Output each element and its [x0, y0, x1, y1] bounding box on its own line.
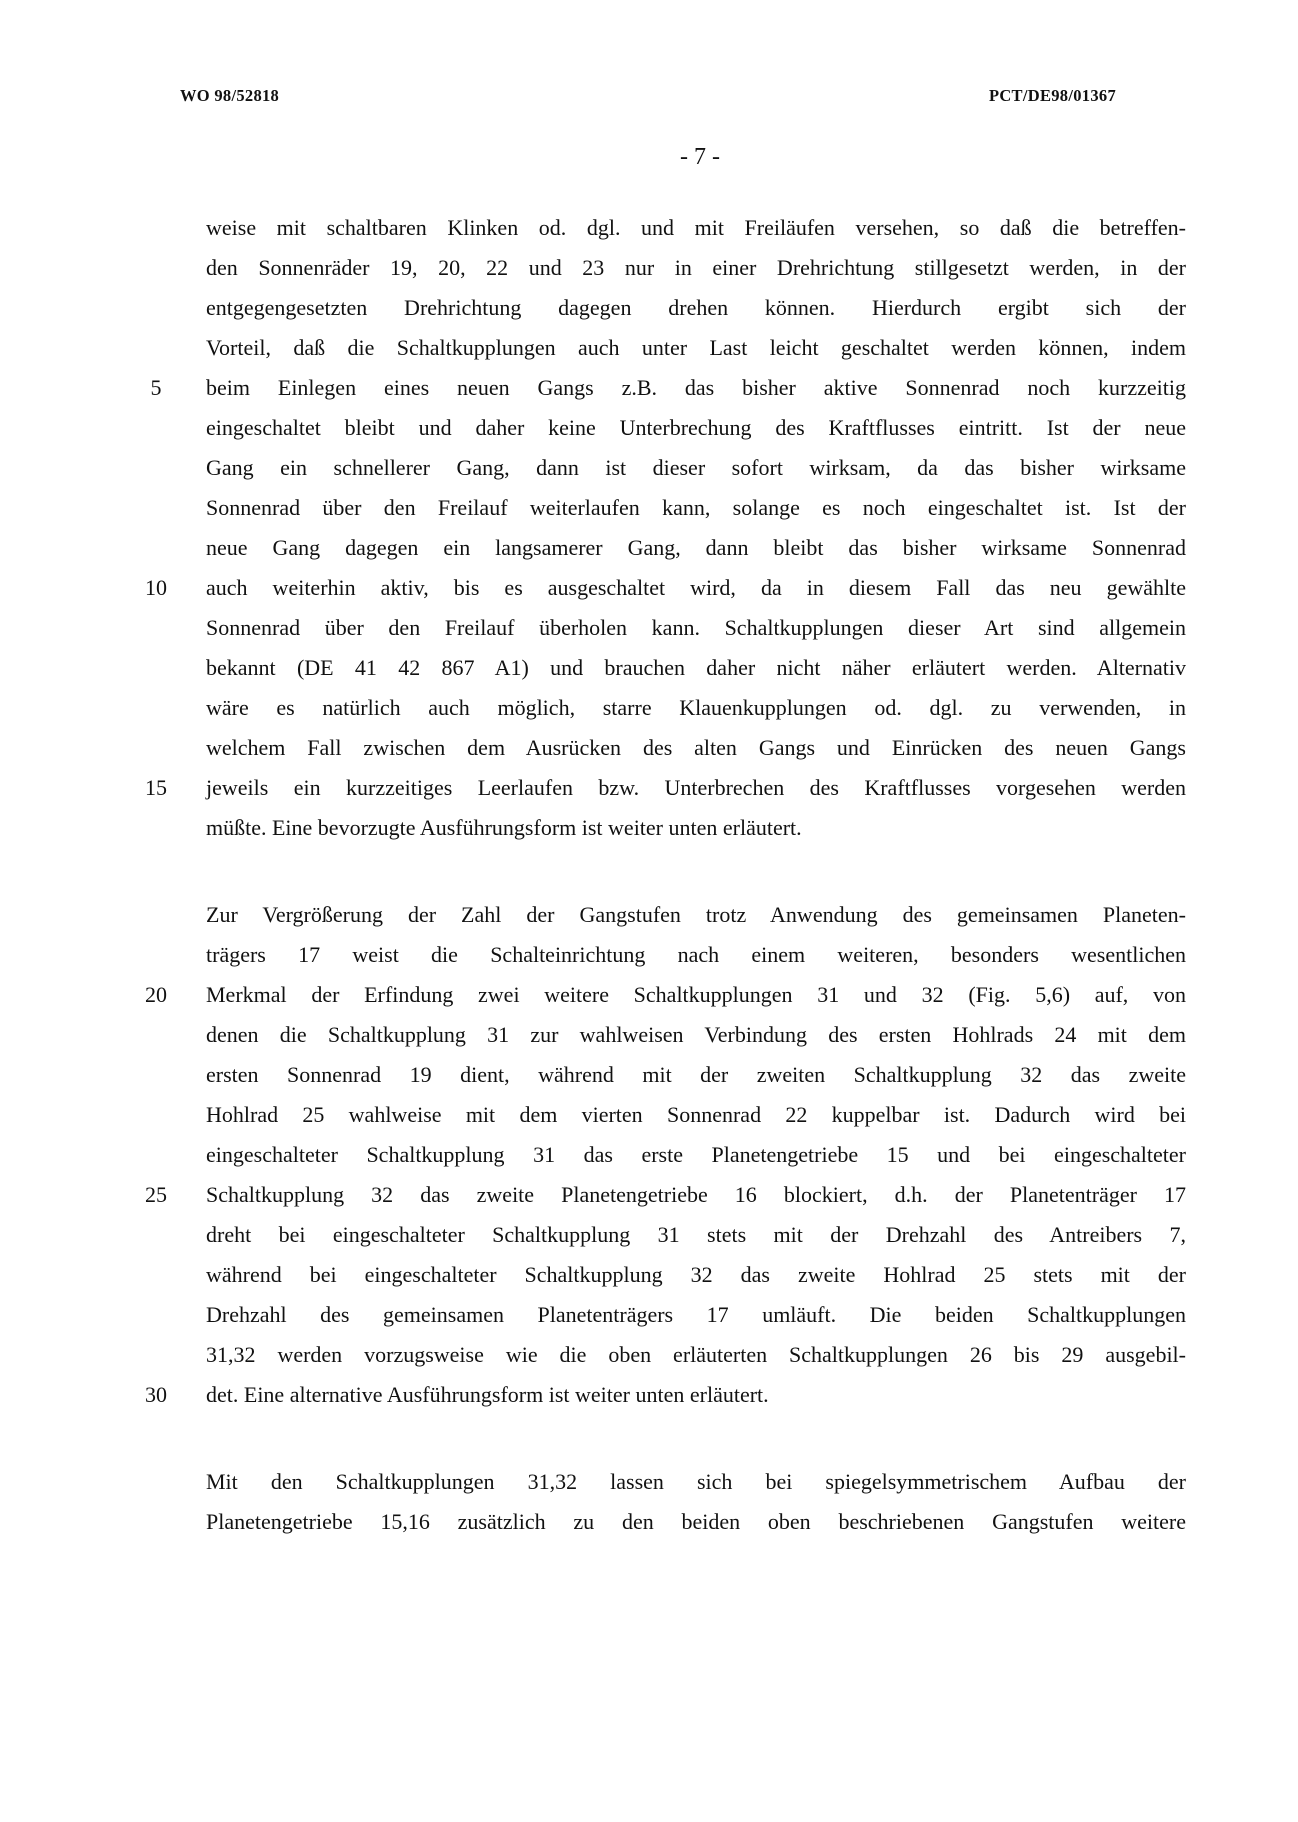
text-line: dreht bei eingeschalteter Schaltkupplung 31 stets mit der Drehzahl des Antreibers 7,	[206, 1222, 1186, 1247]
text-line: trägers 17 weist die Schalteinrichtung nach einem weiteren, besonders wesentlichen	[206, 942, 1186, 967]
text-line: 31,32 werden vorzugsweise wie die oben erläuterten Schaltkupplungen 26 bis 29 ausgebil-	[206, 1342, 1186, 1367]
text-line: beim Einlegen eines neuen Gangs z.B. das bisher aktive Sonnenrad noch kurzzeitig	[206, 375, 1186, 400]
text-line: den Sonnenräder 19, 20, 22 und 23 nur in einer Drehrichtung stillgesetzt werden, in der	[206, 255, 1186, 280]
text-line: Drehzahl des gemeinsamen Planetenträgers 17 umläuft. Die beiden Schaltkupplungen	[206, 1302, 1186, 1327]
text-line: jeweils ein kurzzeitiges Leerlaufen bzw. Unterbrechen des Kraftflusses vorgesehen werden	[206, 775, 1186, 800]
line-number: 5	[150, 375, 162, 400]
text-line: ersten Sonnenrad 19 dient, während mit der zweiten Schaltkupplung 32 das zweite	[206, 1062, 1186, 1087]
text-line: welchem Fall zwischen dem Ausrücken des alten Gangs und Einrücken des neuen Gangs	[206, 735, 1186, 760]
application-number: PCT/DE98/01367	[988, 86, 1116, 105]
text-line: Merkmal der Erfindung zwei weitere Schaltkupplungen 31 und 32 (Fig. 5,6) auf, von	[206, 982, 1186, 1007]
text-line: Hohlrad 25 wahlweise mit dem vierten Sonnenrad 22 kuppelbar ist. Dadurch wird bei	[206, 1102, 1186, 1127]
text-line: wäre es natürlich auch möglich, starre Klauenkupplungen od. dgl. zu verwenden, in	[206, 695, 1186, 720]
line-number: 20	[145, 982, 167, 1007]
text-line: entgegengesetzten Drehrichtung dagegen drehen können. Hierdurch ergibt sich der	[206, 295, 1186, 320]
text-line: Gang ein schnellerer Gang, dann ist dieser sofort wirksam, da das bisher wirksame	[206, 455, 1186, 480]
text-line: Zur Vergrößerung der Zahl der Gangstufen trotz Anwendung des gemeinsamen Planeten-	[206, 902, 1186, 927]
text-line: während bei eingeschalteter Schaltkupplung 32 das zweite Hohlrad 25 stets mit der	[206, 1262, 1186, 1287]
text-line: Planetengetriebe 15,16 zusätzlich zu den beiden oben beschriebenen Gangstufen weitere	[206, 1509, 1186, 1534]
text-line: Vorteil, daß die Schaltkupplungen auch unter Last leicht geschaltet werden können, indem	[206, 335, 1186, 360]
text-line: bekannt (DE 41 42 867 A1) und brauchen daher nicht näher erläutert werden. Alternativ	[206, 655, 1186, 680]
text-line: denen die Schaltkupplung 31 zur wahlweisen Verbindung des ersten Hohlrads 24 mit dem	[206, 1022, 1186, 1047]
text-line: auch weiterhin aktiv, bis es ausgeschaltet wird, da in diesem Fall das neu gewählte	[206, 575, 1186, 600]
text-line: det. Eine alternative Ausführungsform ist weiter unten erläutert.	[206, 1382, 769, 1407]
line-number: 10	[145, 575, 167, 600]
page-number: - 7 -	[680, 144, 720, 170]
text-line: weise mit schaltbaren Klinken od. dgl. und mit Freiläufen versehen, so daß die betreffen-	[206, 215, 1186, 240]
text-line: eingeschaltet bleibt und daher keine Unterbrechung des Kraftflusses eintritt. Ist der neue	[206, 415, 1186, 440]
text-line: Sonnenrad über den Freilauf weiterlaufen kann, solange es noch eingeschaltet ist. Ist der	[206, 495, 1186, 520]
text-line: Sonnenrad über den Freilauf überholen kann. Schaltkupplungen dieser Art sind allgemein	[206, 615, 1186, 640]
line-number: 25	[145, 1182, 167, 1207]
publication-number: WO 98/52818	[180, 86, 280, 105]
line-number: 15	[145, 775, 167, 800]
text-line: müßte. Eine bevorzugte Ausführungsform ist weiter unten erläutert.	[206, 815, 802, 840]
text-line: eingeschalteter Schaltkupplung 31 das erste Planetengetriebe 15 und bei eingeschalteter	[206, 1142, 1186, 1167]
text-line: Mit den Schaltkupplungen 31,32 lassen sich bei spiegelsymmetrischem Aufbau der	[206, 1469, 1186, 1494]
line-number: 30	[145, 1382, 167, 1407]
text-line: Schaltkupplung 32 das zweite Planetengetriebe 16 blockiert, d.h. der Planetenträger 17	[206, 1182, 1186, 1207]
text-line: neue Gang dagegen ein langsamerer Gang, dann bleibt das bisher wirksame Sonnenrad	[206, 535, 1186, 560]
